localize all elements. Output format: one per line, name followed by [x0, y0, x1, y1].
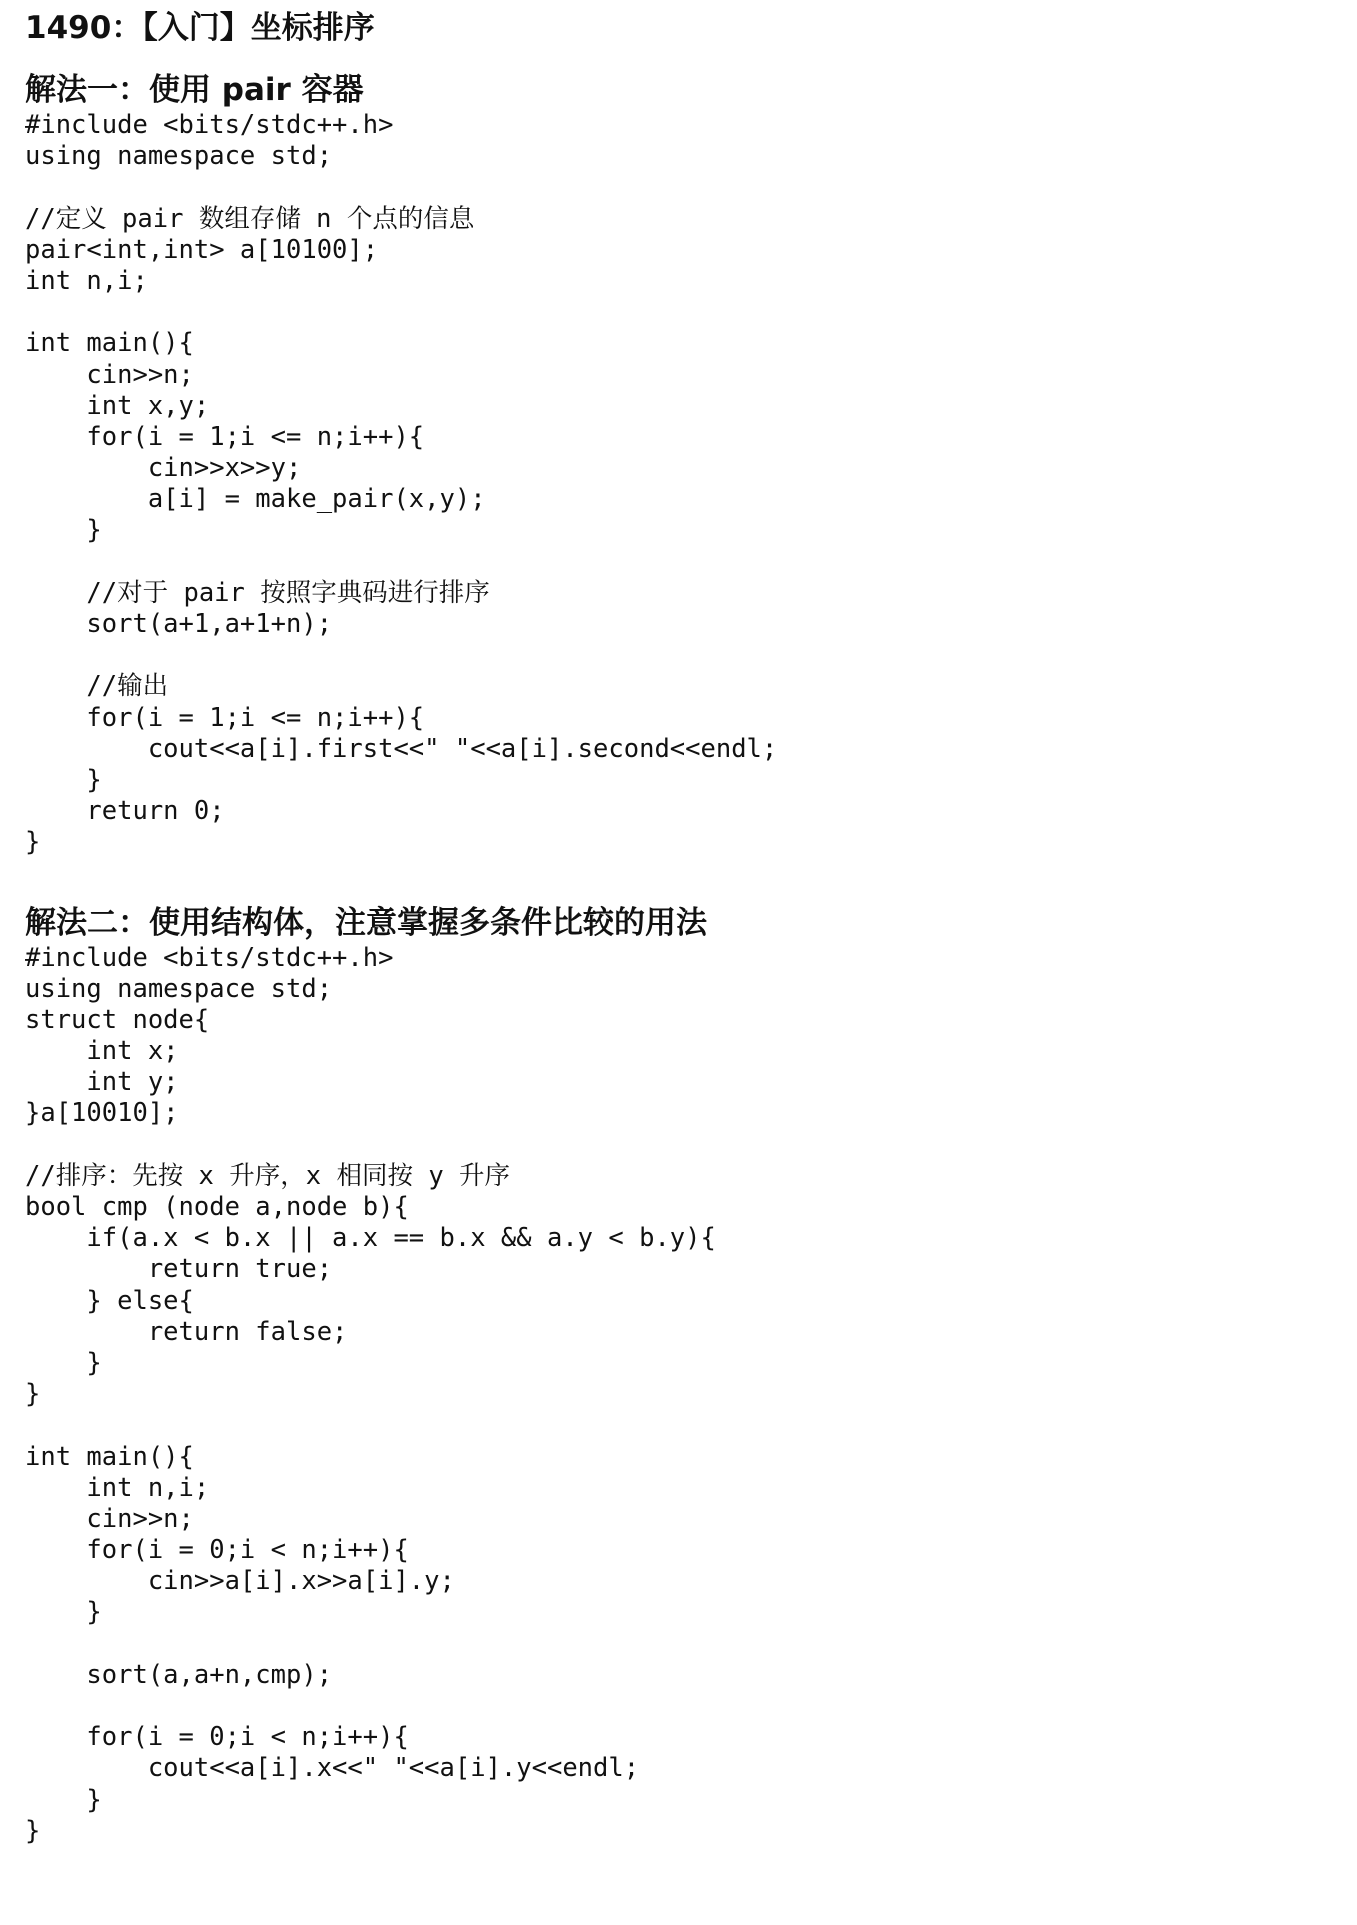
code-line: cout<<a[i].first<<" "<<a[i].second<<endl;	[25, 733, 778, 764]
code-line: }a[10010];	[25, 1098, 179, 1129]
code-line: int main(){	[25, 328, 194, 359]
code-line: } else{	[25, 1285, 194, 1316]
code-line	[25, 1629, 1337, 1660]
code-line: for(i = 1;i <= n;i++){	[25, 702, 425, 733]
code-line	[25, 640, 1337, 671]
code-line: struct node{	[25, 1004, 210, 1035]
code-line: }	[25, 1815, 41, 1846]
code-line: }	[25, 1784, 102, 1815]
code-line: int y;	[25, 1067, 179, 1098]
code-line: a[i] = make_pair(x,y);	[25, 484, 486, 515]
code-line: bool cmp (node a,node b){	[25, 1192, 409, 1222]
code-line: cin>>a[i].x>>a[i].y;	[25, 1566, 455, 1597]
solution-one-code	[25, 110, 1337, 859]
code-line	[25, 547, 1337, 578]
code-line: if(a.x < b.x || a.x == b.x && a.y < b.y){	[25, 1223, 716, 1254]
code-line: sort(a+1,a+1+n);	[25, 609, 333, 639]
solution-two-section	[25, 903, 1337, 1847]
code-line: //定义 pair 数组存储 n 个点的信息	[25, 203, 475, 234]
solution-two-heading: 解法二：使用结构体，注意掌握多条件比较的用法	[25, 904, 707, 941]
solution-one-heading: 解法一：使用 pair 容器	[25, 72, 364, 108]
code-line: }	[25, 1379, 41, 1410]
code-line: #include <bits/stdc++.h>	[25, 110, 394, 140]
code-line: using namespace std;	[25, 973, 333, 1004]
code-line: pair<int,int> a[10100];	[25, 234, 379, 265]
code-line: }	[25, 827, 41, 858]
code-line: cin>>n;	[25, 359, 194, 390]
code-line: //对于 pair 按照字典码进行排序	[25, 577, 490, 608]
code-line: return false;	[25, 1316, 348, 1347]
code-line	[25, 297, 1337, 328]
code-line: sort(a,a+n,cmp);	[25, 1659, 333, 1690]
code-line: #include <bits/stdc++.h>	[25, 942, 394, 973]
code-line: int n,i;	[25, 265, 148, 296]
code-line: cin>>n;	[25, 1503, 194, 1534]
code-line: int n,i;	[25, 1472, 210, 1503]
solution-two-code	[25, 943, 1337, 1847]
code-line: for(i = 0;i < n;i++){	[25, 1722, 409, 1753]
code-line: int x,y;	[25, 390, 210, 421]
code-line: cout<<a[i].x<<" "<<a[i].y<<endl;	[25, 1753, 640, 1784]
code-line: int x;	[25, 1036, 179, 1067]
code-line	[25, 1410, 1337, 1441]
code-line: for(i = 0;i < n;i++){	[25, 1535, 409, 1566]
code-line: //输出	[25, 671, 169, 702]
document-page	[25, 8, 1337, 1847]
code-line: cin>>x>>y;	[25, 453, 302, 484]
code-line: return 0;	[25, 796, 225, 827]
code-line: }	[25, 1597, 102, 1628]
code-line	[25, 172, 1337, 203]
code-line: int main(){	[25, 1441, 194, 1472]
code-line	[25, 1130, 1337, 1161]
code-line: return true;	[25, 1254, 333, 1285]
code-line: }	[25, 764, 102, 795]
solution-one-section	[25, 70, 1337, 859]
code-line: //排序：先按 x 升序，x 相同按 y 升序	[25, 1160, 511, 1191]
code-line	[25, 1691, 1337, 1722]
code-line: for(i = 1;i <= n;i++){	[25, 421, 425, 452]
problem-title: 1490：【入门】坐标排序	[25, 10, 375, 46]
code-line: }	[25, 515, 102, 546]
code-line: }	[25, 1347, 102, 1378]
code-line: using namespace std;	[25, 141, 333, 172]
